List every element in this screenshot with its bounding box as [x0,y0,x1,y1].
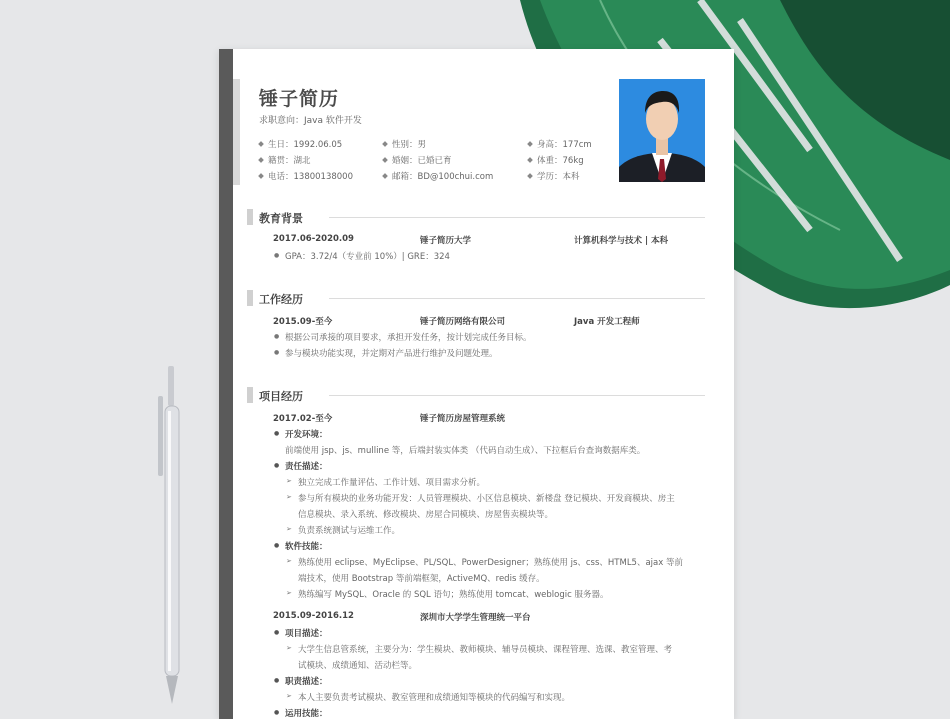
education-school: 锤子简历大学 [420,236,472,246]
profile-photo [619,79,705,182]
info-height: 身高：177cm [528,138,592,150]
projects-title: 项目经历 [259,388,303,404]
work-item: ● 参与模块功能实现，并定期对产品进行维护及问题处理。 [285,347,498,359]
project2-duty-label: ● 职责描述： [285,675,328,687]
project1-duty-item: ➢ 负责系统测试与运维工作。 [298,524,400,536]
pen-decoration [154,366,190,706]
resume-paper [219,49,734,719]
project1-skill-label: ● 软件技能： [285,540,328,552]
project2-duty-item: ➢ 本人主要负责考试模块、教室管理和成绩通知等模块的代码编写和实现。 [298,691,570,703]
work-position: Java 开发工程师 [574,317,640,327]
education-gpa: ● GPA：3.72/4（专业前 10%）| GRE：324 [285,250,450,262]
projects-divider [329,395,705,396]
project1-duty-label: ● 责任描述： [285,460,328,472]
project2-desc-item: ➢ 大学生信息管系统，主要分为：学生模块、教师模块、辅导员模块、课程管理、选课、教室管理、考 [298,643,672,655]
project1-duty-item: ➢ 参与所有模块的业务功能开发：人员管理模块、小区信息模块、新楼盘 登记模块、开发商模块、房主 [298,492,675,504]
info-degree: 学历：本科 [528,170,580,182]
work-company: 锤子简历网络有限公司 [420,317,506,327]
info-phone: 电话：13800138000 [259,170,353,182]
project1-env-text: 前端使用 jsp、js、mulline 等，后端封装实体类 （代码自动生成）、下拉框后台查询数据库类。 [285,446,646,456]
education-date: 2017.06-2020.09 [273,234,354,244]
resume-name: 锤子简历 [259,88,340,110]
project1-duty-item-cont: 信息模块、录入系统、修改模块、房屋合同模块、房屋售卖模块等。 [298,510,554,520]
project2-date: 2015.09-2016.12 [273,611,354,621]
paper-side-strip [219,49,233,719]
project1-skill-item: ➢ 熟练使用 eclipse、MyEclipse、PL/SQL、PowerDesigner；熟练使用 js、css、HTML5、ajax 等前 [298,556,683,568]
project2-desc-item-cont: 试模块、成绩通知、活动栏等。 [298,661,418,671]
project1-name: 锤子简历房屋管理系统 [420,414,506,424]
job-objective: 求职意向：Java 软件开发 [259,116,362,126]
project1-env-label: ● 开发环境： [285,428,328,440]
education-major: 计算机科学与技术 | 本科 [574,236,669,246]
project2-name: 深圳市大学学生管理统一平台 [420,613,531,623]
project2-skill-label: ● 运用技能： [285,707,328,719]
info-native: 籍贯：湖北 [259,154,311,166]
work-date: 2015.09-至今 [273,317,333,327]
project2-desc-label: ● 项目描述： [285,627,328,639]
info-gender: 性别：男 [383,138,426,150]
work-item: ● 根据公司承接的项目要求，承担开发任务，按计划完成任务目标。 [285,331,532,343]
project1-date: 2017.02-至今 [273,414,333,424]
education-title: 教育背景 [259,210,303,226]
info-email: 邮箱：BD@100chui.com [383,170,493,182]
work-divider [329,298,705,299]
header-accent-bar [233,79,240,185]
project1-skill-item: ➢ 熟练编写 MySQL、Oracle 的 SQL 语句；熟练使用 tomcat、weblogic 服务器。 [298,588,608,600]
work-title: 工作经历 [259,291,303,307]
education-divider [329,217,705,218]
project1-skill-item-cont: 端技术，使用 Bootstrap 等前端框架，ActiveMQ、redis 缓存。 [298,574,545,584]
project1-duty-item: ➢ 独立完成工作量评估、工作计划、项目需求分析。 [298,476,485,488]
info-birth: 生日：1992.06.05 [259,138,342,150]
info-weight: 体重：76kg [528,154,584,166]
info-marital: 婚姻：已婚已育 [383,154,452,166]
